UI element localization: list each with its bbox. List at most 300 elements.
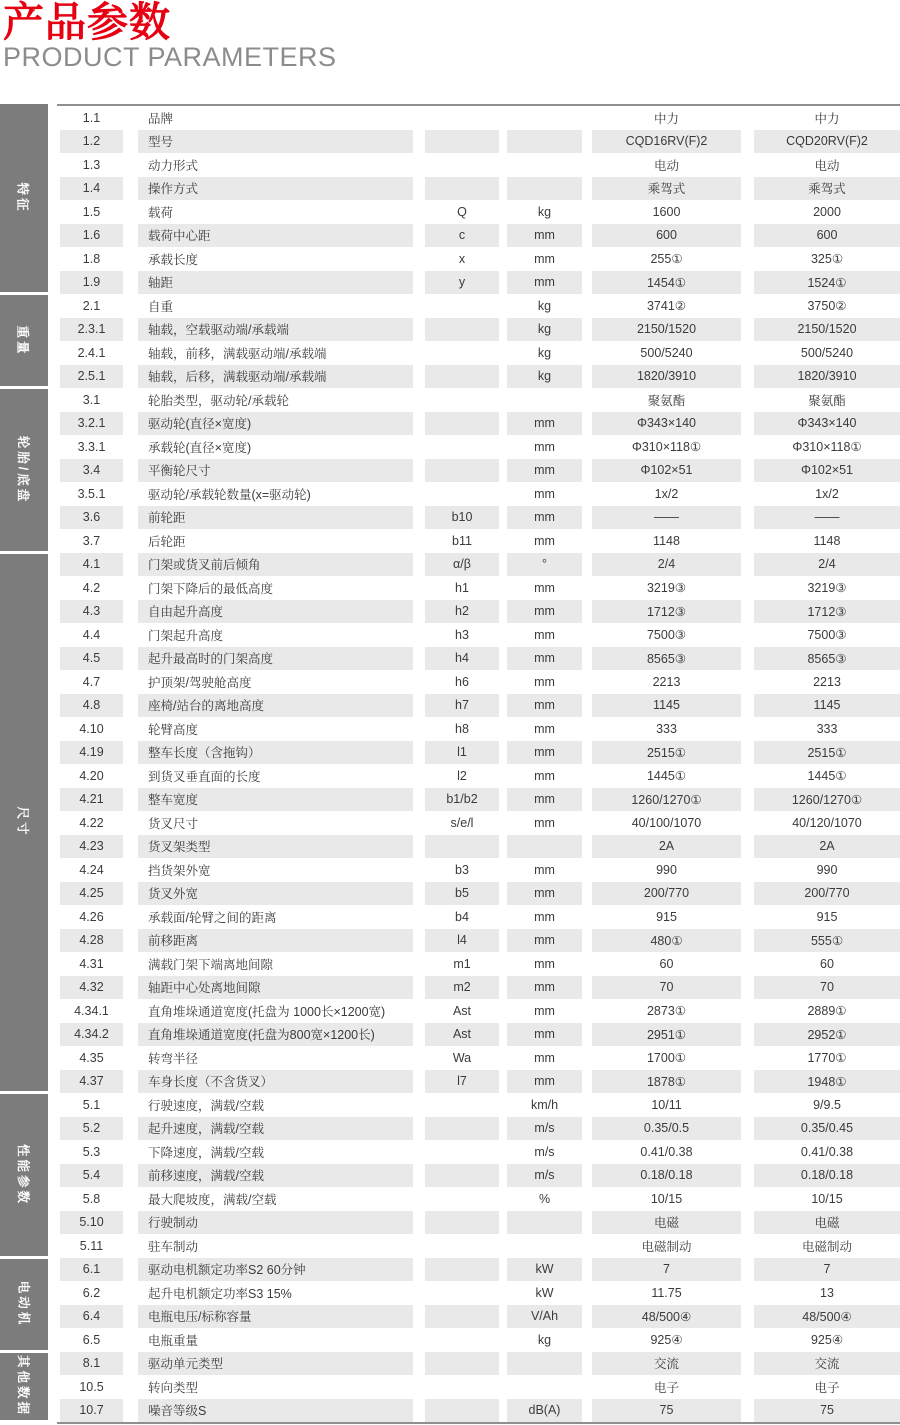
param-name: 护顶架/驾驶舱高度 xyxy=(148,675,252,690)
value-model-2: 8565③ xyxy=(754,647,900,671)
value-model-1: 48/500④ xyxy=(592,1305,741,1329)
value-model-1: 333 xyxy=(656,721,677,736)
row-number: 4.34.2 xyxy=(60,1023,123,1047)
param-unit: kg xyxy=(507,318,582,342)
param-unit: km/h xyxy=(530,1097,559,1112)
table-row xyxy=(57,341,900,365)
value-model-1: 2A xyxy=(592,835,741,859)
param-symbol: h3 xyxy=(455,627,469,642)
table-row xyxy=(57,247,900,271)
param-symbol: m2 xyxy=(425,976,499,1000)
value-model-2: 2952① xyxy=(754,1023,900,1047)
row-number: 4.22 xyxy=(79,815,104,830)
param-name: 货叉尺寸 xyxy=(148,816,199,831)
row-number: 4.1 xyxy=(60,553,123,577)
param-unit: mm xyxy=(507,882,582,906)
param-unit: mm xyxy=(534,627,555,642)
param-name: 动力形式 xyxy=(148,158,199,173)
param-name: 电瓶重量 xyxy=(148,1333,199,1348)
param-name: 轴载，前移，满载驱动端/承载端 xyxy=(148,346,327,361)
row-number: 10.7 xyxy=(60,1399,123,1423)
param-name: 起升速度，满载/空载 xyxy=(138,1117,413,1141)
value-model-2: 925④ xyxy=(810,1333,844,1348)
param-symbol: l1 xyxy=(425,741,499,765)
param-name: 整车长度（含拖钩） xyxy=(138,741,413,765)
value-model-1: 0.35/0.5 xyxy=(592,1117,741,1141)
value-model-2: 500/5240 xyxy=(800,345,854,360)
param-symbol xyxy=(425,1140,499,1164)
table-row xyxy=(57,1328,900,1352)
param-unit: mm xyxy=(507,929,582,953)
row-number: 6.5 xyxy=(82,1332,101,1347)
param-name: 自由起升高度 xyxy=(138,600,413,624)
row-number: 6.1 xyxy=(60,1258,123,1282)
value-model-2: Φ310×118① xyxy=(792,440,862,455)
value-model-2: 7 xyxy=(754,1258,900,1282)
value-model-1: —— xyxy=(592,506,741,530)
page-header xyxy=(3,0,337,71)
value-model-2: 乘驾式 xyxy=(754,177,900,201)
param-name: 货叉外宽 xyxy=(138,882,413,906)
value-model-1: 60 xyxy=(659,956,674,971)
table-row xyxy=(57,1234,900,1258)
value-model-1: 电磁制动 xyxy=(641,1239,692,1254)
param-unit: mm xyxy=(507,459,582,483)
table-row xyxy=(57,1211,900,1235)
param-unit: ° xyxy=(507,553,582,577)
table-row xyxy=(57,858,900,882)
param-unit: V/Ah xyxy=(507,1305,582,1329)
value-model-2: 1445① xyxy=(807,769,847,784)
param-name: 载荷中心距 xyxy=(138,224,413,248)
value-model-2: Φ102×51 xyxy=(754,459,900,483)
value-model-2: 电磁 xyxy=(754,1211,900,1235)
parameters-table xyxy=(0,104,900,1425)
row-number: 4.5 xyxy=(60,647,123,671)
value-model-1: 600 xyxy=(592,224,741,248)
row-number: 3.1 xyxy=(82,392,101,407)
table-row xyxy=(57,905,900,929)
value-model-2: 60 xyxy=(820,956,834,971)
table-row xyxy=(57,1117,900,1141)
sidebar-section xyxy=(0,1256,48,1350)
param-unit: mm xyxy=(507,788,582,812)
param-unit: kg xyxy=(537,1332,552,1347)
param-name: 轴距 xyxy=(138,271,413,295)
param-unit xyxy=(507,130,582,154)
row-number: 4.32 xyxy=(60,976,123,1000)
row-number: 5.2 xyxy=(60,1117,123,1141)
row-number: 1.8 xyxy=(82,251,101,266)
value-model-2: 0.18/0.18 xyxy=(754,1164,900,1188)
param-unit: mm xyxy=(507,741,582,765)
row-number: 3.5.1 xyxy=(77,486,106,501)
table-row xyxy=(57,200,900,224)
param-symbol xyxy=(425,341,499,365)
param-symbol: y xyxy=(425,271,499,295)
param-symbol: h8 xyxy=(455,721,469,736)
param-name: 轮胎类型，驱动轮/承载轮 xyxy=(148,393,289,408)
value-model-1: 200/770 xyxy=(592,882,741,906)
row-number: 5.4 xyxy=(60,1164,123,1188)
param-unit xyxy=(507,1375,582,1399)
row-number: 4.2 xyxy=(82,580,101,595)
param-symbol: l4 xyxy=(425,929,499,953)
param-unit xyxy=(507,1211,582,1235)
table-row xyxy=(57,1070,900,1094)
param-symbol xyxy=(425,1234,499,1258)
table-row xyxy=(57,506,900,530)
value-model-1: 990 xyxy=(656,862,677,877)
param-unit: kg xyxy=(537,298,552,313)
value-model-2: 70 xyxy=(754,976,900,1000)
row-number: 2.1 xyxy=(82,298,101,313)
param-symbol xyxy=(425,177,499,201)
table-row xyxy=(57,1023,900,1047)
param-name: 轮臂高度 xyxy=(148,722,199,737)
value-model-2: 1948① xyxy=(754,1070,900,1094)
param-unit: mm xyxy=(534,1003,555,1018)
table-row xyxy=(57,1352,900,1376)
value-model-1: 聚氨酯 xyxy=(647,393,686,408)
value-model-2: 2515① xyxy=(754,741,900,765)
param-symbol xyxy=(425,1352,499,1376)
row-number: 6.4 xyxy=(60,1305,123,1329)
value-model-1: 电子 xyxy=(653,1380,679,1395)
table-row xyxy=(57,1305,900,1329)
value-model-2: 交流 xyxy=(754,1352,900,1376)
table-row xyxy=(57,271,900,295)
row-number: 4.35 xyxy=(79,1050,104,1065)
value-model-1: 2515① xyxy=(592,741,741,765)
sidebar-section xyxy=(0,1091,48,1256)
table-row xyxy=(57,412,900,436)
param-unit: mm xyxy=(507,506,582,530)
table-row xyxy=(57,929,900,953)
value-model-1: 1x/2 xyxy=(654,486,679,501)
row-number: 8.1 xyxy=(60,1352,123,1376)
sidebar-section-label: 其他数据 xyxy=(16,1355,31,1418)
param-unit: mm xyxy=(507,976,582,1000)
value-model-2: 600 xyxy=(754,224,900,248)
param-name: 型号 xyxy=(138,130,413,154)
param-name: 转向类型 xyxy=(148,1380,199,1395)
value-model-1: Φ102×51 xyxy=(592,459,741,483)
value-model-1: 70 xyxy=(592,976,741,1000)
table-row xyxy=(57,694,900,718)
row-number: 2.4.1 xyxy=(77,345,106,360)
param-symbol: h2 xyxy=(425,600,499,624)
row-number: 5.3 xyxy=(82,1144,101,1159)
sidebar-section xyxy=(0,386,48,551)
param-unit: mm xyxy=(534,251,555,266)
table-row xyxy=(57,882,900,906)
param-name: 驱动电机额定功率S2 60分钟 xyxy=(138,1258,413,1282)
value-model-1: 10/15 xyxy=(650,1191,683,1206)
param-unit xyxy=(507,153,582,177)
value-model-2: 7500③ xyxy=(807,628,847,643)
table-row xyxy=(57,1187,900,1211)
row-number: 1.4 xyxy=(60,177,123,201)
table-row xyxy=(57,764,900,788)
value-model-2: 13 xyxy=(820,1285,834,1300)
param-symbol: α/β xyxy=(425,553,499,577)
value-model-2: 1712③ xyxy=(754,600,900,624)
row-number: 4.34.1 xyxy=(74,1003,109,1018)
param-name: 品牌 xyxy=(148,111,174,126)
param-name: 满载门架下端离地间隙 xyxy=(148,957,274,972)
param-symbol: Q xyxy=(457,204,467,219)
param-name: 前移距离 xyxy=(138,929,413,953)
value-model-2: 2/4 xyxy=(754,553,900,577)
param-name: 载荷 xyxy=(148,205,174,220)
param-unit xyxy=(507,388,582,412)
param-unit: m/s xyxy=(507,1117,582,1141)
value-model-1: 2213 xyxy=(652,674,681,689)
param-symbol: s/e/l xyxy=(450,815,474,830)
value-model-2: 2150/1520 xyxy=(754,318,900,342)
sidebar-section xyxy=(0,104,48,292)
table-row xyxy=(57,130,900,154)
value-model-1: CQD16RV(F)2 xyxy=(592,130,741,154)
value-model-1: 2951① xyxy=(592,1023,741,1047)
param-unit: kW xyxy=(535,1285,554,1300)
param-unit: mm xyxy=(507,1023,582,1047)
value-model-2: 40/120/1070 xyxy=(792,815,862,830)
param-unit: mm xyxy=(507,271,582,295)
value-model-1: Φ310×118① xyxy=(631,440,702,455)
param-symbol xyxy=(425,435,499,459)
param-symbol: b10 xyxy=(425,506,499,530)
param-name: 门架起升高度 xyxy=(148,628,224,643)
value-model-2: 中力 xyxy=(814,111,840,126)
table-row xyxy=(57,106,900,130)
value-model-2: 1820/3910 xyxy=(754,365,900,389)
row-number: 3.7 xyxy=(82,533,101,548)
table-row xyxy=(57,553,900,577)
param-unit: mm xyxy=(534,533,555,548)
value-model-1: 255① xyxy=(650,252,683,267)
param-name: 门架下降后的最低高度 xyxy=(148,581,274,596)
row-number: 1.6 xyxy=(60,224,123,248)
value-model-1: 电动 xyxy=(653,158,679,173)
table-rows xyxy=(57,106,900,1422)
value-model-2: CQD20RV(F)2 xyxy=(754,130,900,154)
value-model-2: 1148 xyxy=(813,533,841,548)
value-model-1: Φ343×140 xyxy=(592,412,741,436)
param-unit: mm xyxy=(534,862,555,877)
row-number: 4.24 xyxy=(79,862,104,877)
param-symbol xyxy=(425,1258,499,1282)
param-unit: kW xyxy=(507,1258,582,1282)
value-model-2: 2889① xyxy=(807,1004,847,1019)
param-unit: mm xyxy=(534,486,555,501)
param-symbol xyxy=(425,294,499,318)
param-unit: mm xyxy=(507,647,582,671)
param-name: 车身长度（不含货叉） xyxy=(138,1070,413,1094)
param-symbol: h6 xyxy=(455,674,469,689)
value-model-2: 1770① xyxy=(807,1051,847,1066)
param-unit: mm xyxy=(507,224,582,248)
value-model-2: 10/15 xyxy=(811,1191,843,1206)
param-unit xyxy=(507,1352,582,1376)
param-name: 下降速度，满载/空载 xyxy=(148,1145,264,1160)
row-number: 4.7 xyxy=(82,674,101,689)
param-symbol xyxy=(425,153,499,177)
param-unit: mm xyxy=(534,815,555,830)
value-model-1: 1145 xyxy=(592,694,741,718)
param-symbol xyxy=(425,1305,499,1329)
table-row xyxy=(57,1093,900,1117)
param-name: 噪音等级S xyxy=(138,1399,413,1423)
param-name: 前轮距 xyxy=(138,506,413,530)
row-number: 4.10 xyxy=(79,721,104,736)
param-unit: mm xyxy=(534,439,555,454)
value-model-2: 48/500④ xyxy=(754,1305,900,1329)
value-model-1: 915 xyxy=(656,909,677,924)
param-symbol xyxy=(425,1281,499,1305)
row-number: 3.3.1 xyxy=(77,439,106,454)
param-symbol xyxy=(425,1164,499,1188)
value-model-1: 500/5240 xyxy=(640,345,693,360)
param-symbol: m1 xyxy=(453,956,471,971)
table-bottom-border xyxy=(57,1422,900,1424)
param-unit: mm xyxy=(534,768,555,783)
row-number: 4.37 xyxy=(60,1070,123,1094)
row-number: 2.3.1 xyxy=(60,318,123,342)
param-unit: mm xyxy=(534,580,555,595)
param-name: 直角堆垛通道宽度(托盘为 1000长×1200宽) xyxy=(148,1004,386,1019)
param-symbol: b1/b2 xyxy=(425,788,499,812)
value-model-2: 1260/1270① xyxy=(754,788,900,812)
row-number: 5.8 xyxy=(82,1191,101,1206)
param-symbol xyxy=(425,1093,499,1117)
param-name: 驱动轮/承载轮数量(x=驱动轮) xyxy=(148,487,311,502)
row-number: 5.10 xyxy=(60,1211,123,1235)
param-unit: mm xyxy=(534,956,555,971)
param-name: 驱动轮(直径×宽度) xyxy=(138,412,413,436)
param-name: 门架或货叉前后倾角 xyxy=(138,553,413,577)
value-model-1: 925④ xyxy=(650,1333,683,1348)
row-number: 1.2 xyxy=(60,130,123,154)
row-number: 1.9 xyxy=(60,271,123,295)
value-model-2: —— xyxy=(754,506,900,530)
value-model-1: 1712③ xyxy=(592,600,741,624)
value-model-2: 9/9.5 xyxy=(813,1097,841,1112)
value-model-2: 0.35/0.45 xyxy=(754,1117,900,1141)
param-unit xyxy=(507,177,582,201)
table-row xyxy=(57,741,900,765)
param-unit xyxy=(507,835,582,859)
value-model-1: 中力 xyxy=(653,111,679,126)
row-number: 5.1 xyxy=(82,1097,101,1112)
param-unit: mm xyxy=(534,909,555,924)
table-row xyxy=(57,153,900,177)
param-unit xyxy=(507,1234,582,1258)
value-model-1: 40/100/1070 xyxy=(631,815,702,830)
value-model-2: 990 xyxy=(816,862,838,877)
param-symbol: b4 xyxy=(455,909,469,924)
param-symbol xyxy=(425,1399,499,1423)
param-symbol xyxy=(425,318,499,342)
row-number: 2.5.1 xyxy=(60,365,123,389)
sidebar-section-label: 特征 xyxy=(15,182,30,214)
value-model-1: 1820/3910 xyxy=(592,365,741,389)
value-model-2: 聚氨酯 xyxy=(808,393,846,408)
value-model-2: 1145 xyxy=(754,694,900,718)
value-model-1: 75 xyxy=(592,1399,741,1423)
value-model-1: 7 xyxy=(592,1258,741,1282)
sidebar-section-label: 性能参数 xyxy=(16,1143,31,1206)
value-model-2: 2A xyxy=(754,835,900,859)
param-symbol xyxy=(425,106,499,130)
table-row xyxy=(57,1258,900,1282)
param-unit: kg xyxy=(537,204,552,219)
sidebar-section xyxy=(0,292,48,386)
value-model-1: 乘驾式 xyxy=(592,177,741,201)
param-symbol: h7 xyxy=(425,694,499,718)
param-name: 电瓶电压/标称容量 xyxy=(138,1305,413,1329)
param-symbol xyxy=(425,835,499,859)
param-symbol: c xyxy=(425,224,499,248)
table-row xyxy=(57,1375,900,1399)
value-model-1: 0.41/0.38 xyxy=(640,1144,693,1159)
value-model-2: 2000 xyxy=(813,204,841,219)
param-name: 驱动单元类型 xyxy=(138,1352,413,1376)
row-number: 4.31 xyxy=(79,956,104,971)
value-model-2: 915 xyxy=(816,909,838,924)
param-symbol xyxy=(425,459,499,483)
value-model-2: 1524① xyxy=(754,271,900,295)
value-model-2: 2213 xyxy=(813,674,841,689)
param-unit: mm xyxy=(534,721,555,736)
row-number: 4.3 xyxy=(60,600,123,624)
value-model-1: 1878① xyxy=(592,1070,741,1094)
row-number: 4.23 xyxy=(60,835,123,859)
value-model-2: 3219③ xyxy=(807,581,847,596)
param-name: 起升电机额定功率S3 15% xyxy=(148,1286,292,1301)
param-symbol xyxy=(425,388,499,412)
table-row xyxy=(57,482,900,506)
param-name: 行驶制动 xyxy=(138,1211,413,1235)
row-number: 4.26 xyxy=(79,909,104,924)
table-row xyxy=(57,576,900,600)
sidebar-section xyxy=(0,1350,48,1421)
param-symbol: b5 xyxy=(425,882,499,906)
row-number: 5.11 xyxy=(79,1238,104,1253)
value-model-1: 3219③ xyxy=(646,581,686,596)
param-name: 轴载，后移，满载驱动端/承载端 xyxy=(138,365,413,389)
page-subtitle: PRODUCT PARAMETERS xyxy=(3,42,337,73)
row-number: 4.19 xyxy=(60,741,123,765)
row-number: 4.20 xyxy=(79,768,104,783)
param-name: 轴距中心处离地间隙 xyxy=(138,976,413,1000)
table-row xyxy=(57,623,900,647)
table-row xyxy=(57,459,900,483)
param-symbol xyxy=(425,1211,499,1235)
table-row xyxy=(57,1164,900,1188)
value-model-1: 交流 xyxy=(592,1352,741,1376)
value-model-2: 75 xyxy=(754,1399,900,1423)
param-symbol xyxy=(425,1375,499,1399)
param-symbol xyxy=(425,1328,499,1352)
param-unit: kg xyxy=(537,345,552,360)
param-unit: % xyxy=(538,1191,551,1206)
param-unit: mm xyxy=(507,412,582,436)
param-name: 承载长度 xyxy=(148,252,199,267)
param-name: 整车宽度 xyxy=(138,788,413,812)
param-unit: m/s xyxy=(534,1144,555,1159)
